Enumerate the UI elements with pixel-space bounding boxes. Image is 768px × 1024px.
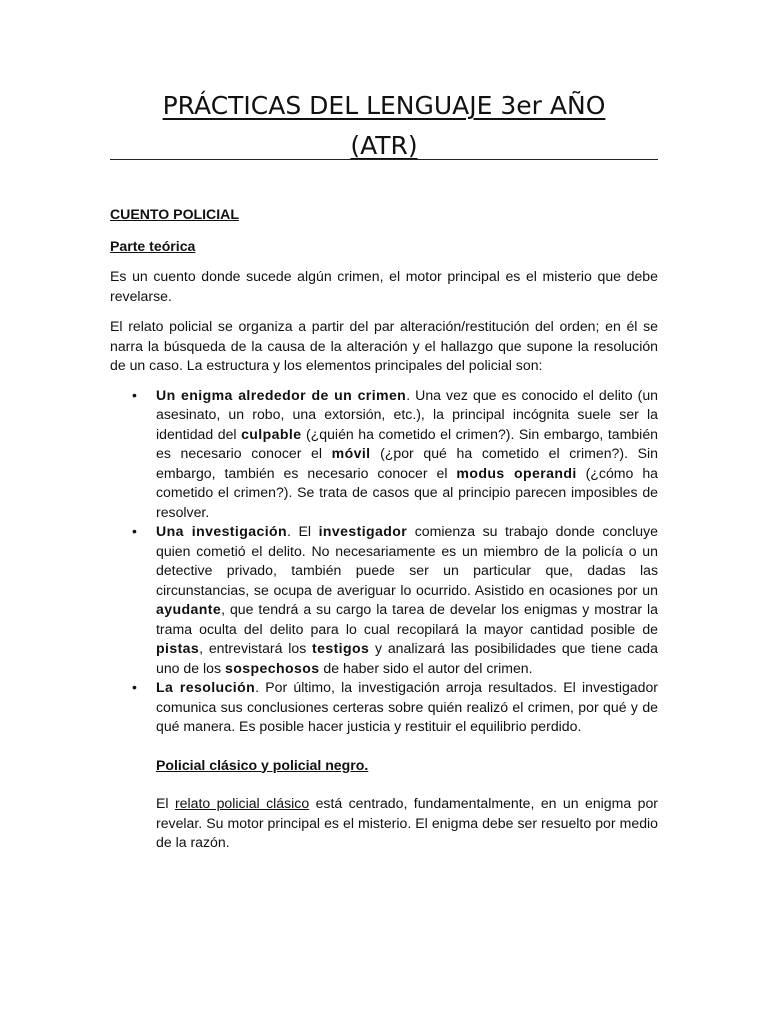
list-item-enigma <box>110 386 658 523</box>
text-run: . Por último, la investigación arroja resultados. El investigador comunica sus conclusiones certeras sobre quién realizó el crimen, por qué y de qué manera. Es posible hacer justicia y restituir el equilibrio perdido. <box>156 679 658 734</box>
classic-term: relato policial clásico <box>174 795 310 811</box>
bold-term: investigador <box>318 523 408 539</box>
subsection-heading: Policial clásico y policial negro. <box>156 756 369 773</box>
bold-term: ayudante <box>156 601 222 617</box>
document-body <box>110 205 658 853</box>
section-heading: CUENTO POLICIAL <box>110 206 239 222</box>
text-run: . El <box>287 523 319 539</box>
bold-term: móvil <box>331 445 371 461</box>
text-run: , entrevistará los <box>199 640 312 656</box>
structure-paragraph: El relato policial se organiza a partir del par alteración/restitución del orden; en él se narra la búsqueda de la causa de la alteración y el hallazgo que supone la resolución de un caso. La estructura y los elementos principales del policial son: <box>110 318 658 373</box>
title-line-1: PRÁCTICAS DEL LENGUAJE 3er AÑO <box>162 91 606 120</box>
title-line-2: (ATR) <box>350 131 418 160</box>
bold-term: testigos <box>312 640 370 656</box>
text-run: (¿cómo ha cometido el crimen?). Se trata de casos que al principio parecen imposibles de resolver. <box>156 464 658 520</box>
intro-paragraph: Es un cuento donde sucede algún crimen, el motor principal es el misterio que debe revelarse. <box>110 268 658 304</box>
text-run: (¿quién ha cometido el crimen?). Sin embargo, también es necesario conocer el <box>156 425 658 461</box>
text-run: (¿por qué ha cometido el crimen?). Sin embargo, también es necesario conocer el <box>156 445 658 481</box>
bullet-icon: • <box>132 679 137 695</box>
bold-term: modus operandi <box>456 464 577 481</box>
text-run: comienza su trabajo donde concluye quien cometió el delito. No necesariamente es un miembro de la policía o un detective privado, también puede ser un particular que, dadas las circunstancias, se ocupa de averiguar lo ocurrido. Asistido en ocasiones por un <box>156 523 658 598</box>
bullet-icon: • <box>132 386 137 403</box>
title-divider <box>110 159 658 160</box>
bold-term: culpable <box>241 425 302 442</box>
bullet-icon: • <box>132 523 137 539</box>
text-run: de haber sido el autor del crimen. <box>319 659 533 676</box>
text-run: y analizará las posibilidades que tiene cada uno de los <box>156 640 658 676</box>
classic-paragraph: El relato policial clásico está centrado, fundamentalmente, en un enigma por revelar. Su motor principal es el misterio. El enigma debe ser resuelto por medio de la razón. <box>156 795 658 850</box>
subheading-parte-teorica: Parte teórica <box>110 237 196 254</box>
bold-term: La resolución <box>156 679 256 695</box>
bold-term: Una investigación <box>156 523 288 539</box>
page-title <box>110 86 658 166</box>
bold-term: pistas <box>156 640 200 656</box>
list-item-investigacion <box>110 522 658 678</box>
bold-term: Un enigma alrededor de un crimen <box>156 386 407 403</box>
bold-term: sospechosos <box>224 659 320 676</box>
text-run: , que tendrá a su cargo la tarea de develar los enigmas y mostrar la trama oculta del delito para lo cual recopilará la mayor cantidad posible de <box>156 601 658 637</box>
elements-list <box>110 386 658 737</box>
list-item-resolucion <box>110 678 658 737</box>
text-run: . Una vez que es conocido el delito (un asesinato, un robo, una extorsión, etc.), la principal incógnita suele ser la identidad del <box>156 386 658 442</box>
